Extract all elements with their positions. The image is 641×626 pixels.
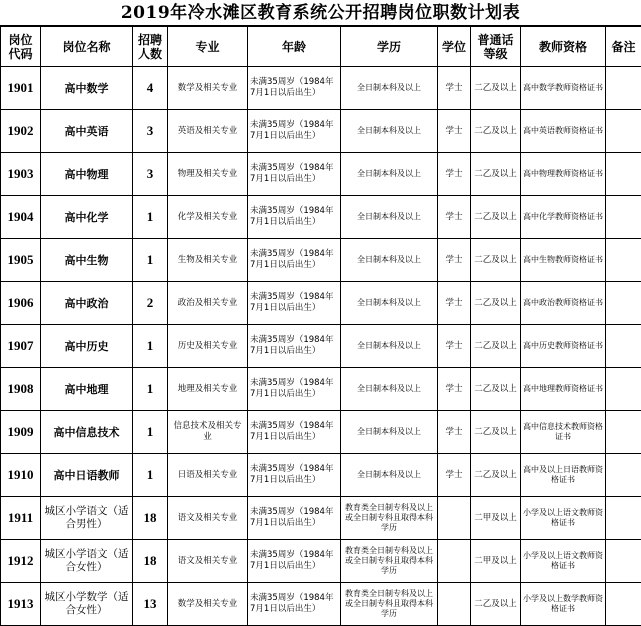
cell-code: 1903 xyxy=(1,153,41,196)
cell-mandarin: 二乙及以上 xyxy=(471,368,521,411)
cell-code: 1909 xyxy=(1,411,41,454)
cell-name: 高中英语 xyxy=(41,110,133,153)
cell-mandarin: 二甲及以上 xyxy=(471,540,521,583)
cell-major: 生物及相关专业 xyxy=(168,239,248,282)
cell-degree: 学士 xyxy=(438,67,471,110)
cell-qualification: 小学及以上语文教师资格证书 xyxy=(521,540,606,583)
table-row xyxy=(1,196,641,239)
cell-age: 未满35周岁（1984年7月1日以后出生） xyxy=(248,282,341,325)
cell-education: 全日制本科及以上 xyxy=(341,153,438,196)
cell-degree: 学士 xyxy=(438,454,471,497)
cell-name: 高中数学 xyxy=(41,67,133,110)
table-row xyxy=(1,368,641,411)
cell-qualification: 高中地理教师资格证书 xyxy=(521,368,606,411)
cell-remark xyxy=(606,583,641,626)
cell-mandarin: 二乙及以上 xyxy=(471,153,521,196)
cell-degree: 学士 xyxy=(438,110,471,153)
cell-mandarin: 二乙及以上 xyxy=(471,239,521,282)
cell-qualification: 高中化学教师资格证书 xyxy=(521,196,606,239)
cell-education: 全日制本科及以上 xyxy=(341,196,438,239)
recruitment-table xyxy=(0,26,641,626)
cell-name: 城区小学数学（适合女性） xyxy=(41,583,133,626)
cell-education: 全日制本科及以上 xyxy=(341,454,438,497)
cell-code: 1913 xyxy=(1,583,41,626)
cell-name: 城区小学语文（适合男性） xyxy=(41,497,133,540)
cell-education: 教育类全日制专科及以上或全日制专科且取得本科学历 xyxy=(341,583,438,626)
cell-remark xyxy=(606,411,641,454)
cell-major: 语文及相关专业 xyxy=(168,540,248,583)
cell-age: 未满35周岁（1984年7月1日以后出生） xyxy=(248,497,341,540)
table-row xyxy=(1,411,641,454)
cell-qualification: 高中物理教师资格证书 xyxy=(521,153,606,196)
cell-degree: 学士 xyxy=(438,325,471,368)
table-body xyxy=(1,67,641,626)
cell-mandarin: 二乙及以上 xyxy=(471,196,521,239)
cell-education: 全日制本科及以上 xyxy=(341,67,438,110)
cell-count: 3 xyxy=(133,110,168,153)
cell-code: 1904 xyxy=(1,196,41,239)
cell-education: 全日制本科及以上 xyxy=(341,282,438,325)
cell-name: 高中信息技术 xyxy=(41,411,133,454)
cell-education: 教育类全日制专科及以上或全日制专科且取得本科学历 xyxy=(341,540,438,583)
cell-count: 13 xyxy=(133,583,168,626)
cell-mandarin: 二乙及以上 xyxy=(471,110,521,153)
cell-major: 日语及相关专业 xyxy=(168,454,248,497)
cell-age: 未满35周岁（1984年7月1日以后出生） xyxy=(248,454,341,497)
header-name: 岗位名称 xyxy=(41,27,133,67)
cell-code: 1902 xyxy=(1,110,41,153)
cell-mandarin: 二乙及以上 xyxy=(471,325,521,368)
cell-qualification: 高中数学教师资格证书 xyxy=(521,67,606,110)
cell-age: 未满35周岁（1984年7月1日以后出生） xyxy=(248,411,341,454)
cell-name: 高中历史 xyxy=(41,325,133,368)
cell-remark xyxy=(606,497,641,540)
cell-degree: 学士 xyxy=(438,153,471,196)
cell-age: 未满35周岁（1984年7月1日以后出生） xyxy=(248,368,341,411)
cell-education: 教育类全日制专科及以上或全日制专科且取得本科学历 xyxy=(341,497,438,540)
cell-name: 高中地理 xyxy=(41,368,133,411)
table-row xyxy=(1,325,641,368)
cell-code: 1906 xyxy=(1,282,41,325)
cell-name: 高中日语教师 xyxy=(41,454,133,497)
cell-major: 数学及相关专业 xyxy=(168,583,248,626)
cell-education: 全日制本科及以上 xyxy=(341,411,438,454)
header-major: 专业 xyxy=(168,27,248,67)
cell-age: 未满35周岁（1984年7月1日以后出生） xyxy=(248,153,341,196)
cell-name: 高中生物 xyxy=(41,239,133,282)
cell-count: 18 xyxy=(133,497,168,540)
cell-mandarin: 二乙及以上 xyxy=(471,411,521,454)
table-row xyxy=(1,239,641,282)
cell-count: 1 xyxy=(133,325,168,368)
cell-degree: 学士 xyxy=(438,282,471,325)
page-title: 2019年冷水滩区教育系统公开招聘岗位职数计划表 xyxy=(0,0,641,26)
table-row xyxy=(1,110,641,153)
cell-mandarin: 二乙及以上 xyxy=(471,583,521,626)
cell-code: 1905 xyxy=(1,239,41,282)
cell-remark xyxy=(606,110,641,153)
cell-qualification: 高中及以上日语教师资格证书 xyxy=(521,454,606,497)
cell-mandarin: 二乙及以上 xyxy=(471,282,521,325)
header-row xyxy=(1,27,641,67)
header-remark: 备注 xyxy=(606,27,641,67)
cell-age: 未满35周岁（1984年7月1日以后出生） xyxy=(248,540,341,583)
cell-remark xyxy=(606,239,641,282)
cell-remark xyxy=(606,325,641,368)
cell-degree xyxy=(438,497,471,540)
cell-code: 1911 xyxy=(1,497,41,540)
header-education: 学历 xyxy=(341,27,438,67)
header-code: 岗位代码 xyxy=(1,27,41,67)
cell-code: 1910 xyxy=(1,454,41,497)
cell-degree: 学士 xyxy=(438,368,471,411)
cell-age: 未满35周岁（1984年7月1日以后出生） xyxy=(248,239,341,282)
cell-name: 高中政治 xyxy=(41,282,133,325)
cell-qualification: 高中信息技术教师资格证书 xyxy=(521,411,606,454)
cell-age: 未满35周岁（1984年7月1日以后出生） xyxy=(248,110,341,153)
header-age: 年龄 xyxy=(248,27,341,67)
cell-count: 4 xyxy=(133,67,168,110)
cell-code: 1901 xyxy=(1,67,41,110)
cell-remark xyxy=(606,153,641,196)
cell-age: 未满35周岁（1984年7月1日以后出生） xyxy=(248,325,341,368)
header-qualification: 教师资格 xyxy=(521,27,606,67)
cell-mandarin: 二甲及以上 xyxy=(471,497,521,540)
cell-name: 高中物理 xyxy=(41,153,133,196)
cell-major: 数学及相关专业 xyxy=(168,67,248,110)
cell-mandarin: 二乙及以上 xyxy=(471,67,521,110)
cell-mandarin: 二乙及以上 xyxy=(471,454,521,497)
cell-major: 政治及相关专业 xyxy=(168,282,248,325)
header-mandarin: 普通话等级 xyxy=(471,27,521,67)
cell-remark xyxy=(606,282,641,325)
cell-count: 1 xyxy=(133,411,168,454)
cell-count: 18 xyxy=(133,540,168,583)
cell-qualification: 高中历史教师资格证书 xyxy=(521,325,606,368)
cell-qualification: 小学及以上数学教师资格证书 xyxy=(521,583,606,626)
table-row xyxy=(1,497,641,540)
cell-degree: 学士 xyxy=(438,411,471,454)
cell-qualification: 小学及以上语文教师资格证书 xyxy=(521,497,606,540)
cell-age: 未满35周岁（1984年7月1日以后出生） xyxy=(248,67,341,110)
table-row xyxy=(1,282,641,325)
cell-degree: 学士 xyxy=(438,196,471,239)
cell-degree xyxy=(438,583,471,626)
header-degree: 学位 xyxy=(438,27,471,67)
cell-education: 全日制本科及以上 xyxy=(341,239,438,282)
cell-major: 化学及相关专业 xyxy=(168,196,248,239)
cell-name: 城区小学语文（适合女性） xyxy=(41,540,133,583)
cell-remark xyxy=(606,454,641,497)
cell-count: 1 xyxy=(133,368,168,411)
cell-count: 1 xyxy=(133,196,168,239)
cell-age: 未满35周岁（1984年7月1日以后出生） xyxy=(248,196,341,239)
table-row xyxy=(1,153,641,196)
table-row xyxy=(1,67,641,110)
cell-qualification: 高中生物教师资格证书 xyxy=(521,239,606,282)
cell-major: 语文及相关专业 xyxy=(168,497,248,540)
table-row xyxy=(1,540,641,583)
cell-major: 物理及相关专业 xyxy=(168,153,248,196)
cell-remark xyxy=(606,67,641,110)
cell-code: 1907 xyxy=(1,325,41,368)
table-row xyxy=(1,583,641,626)
cell-code: 1908 xyxy=(1,368,41,411)
cell-remark xyxy=(606,196,641,239)
cell-major: 地理及相关专业 xyxy=(168,368,248,411)
cell-qualification: 高中英语教师资格证书 xyxy=(521,110,606,153)
cell-degree: 学士 xyxy=(438,239,471,282)
cell-count: 3 xyxy=(133,153,168,196)
cell-count: 1 xyxy=(133,239,168,282)
cell-count: 1 xyxy=(133,454,168,497)
cell-education: 全日制本科及以上 xyxy=(341,368,438,411)
table-row xyxy=(1,454,641,497)
cell-age: 未满35周岁（1984年7月1日以后出生） xyxy=(248,583,341,626)
cell-name: 高中化学 xyxy=(41,196,133,239)
cell-qualification: 高中政治教师资格证书 xyxy=(521,282,606,325)
cell-count: 2 xyxy=(133,282,168,325)
cell-remark xyxy=(606,368,641,411)
cell-education: 全日制本科及以上 xyxy=(341,110,438,153)
header-count: 招聘人数 xyxy=(133,27,168,67)
cell-degree xyxy=(438,540,471,583)
cell-major: 历史及相关专业 xyxy=(168,325,248,368)
cell-education: 全日制本科及以上 xyxy=(341,325,438,368)
cell-code: 1912 xyxy=(1,540,41,583)
cell-major: 英语及相关专业 xyxy=(168,110,248,153)
cell-major: 信息技术及相关专业 xyxy=(168,411,248,454)
cell-remark xyxy=(606,540,641,583)
